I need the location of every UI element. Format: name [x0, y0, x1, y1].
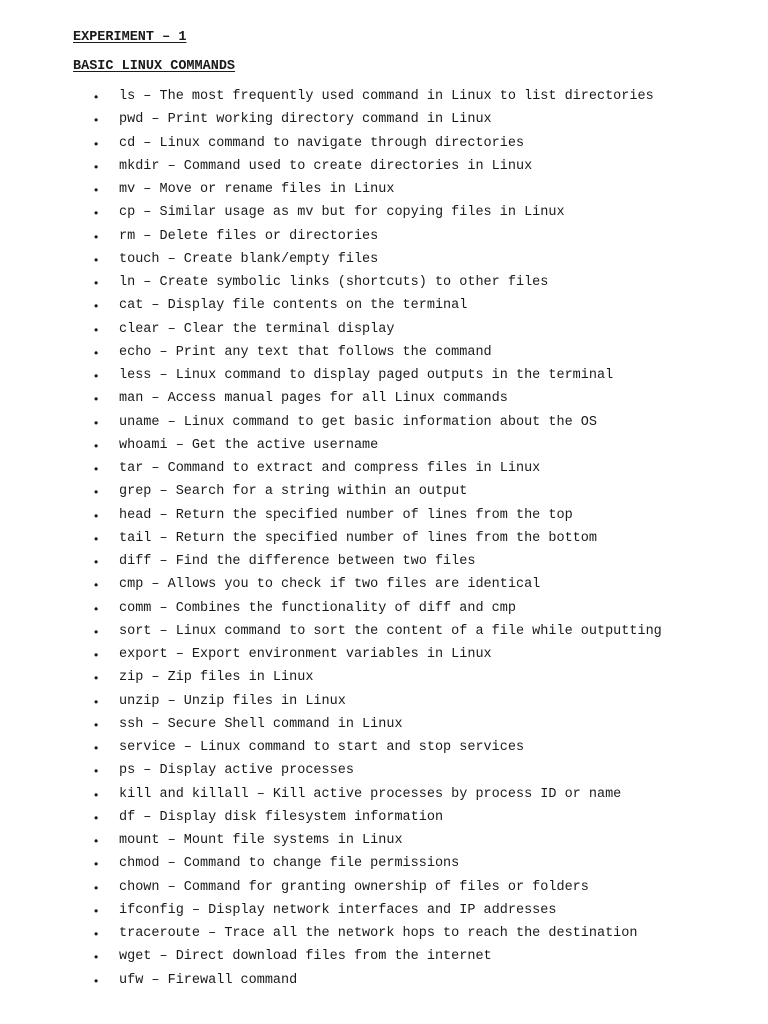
list-item [0, 460, 768, 483]
list-item [0, 390, 768, 413]
bullet-icon: • [94, 694, 99, 709]
list-item [0, 367, 768, 390]
list-item [0, 414, 768, 437]
list-item [0, 251, 768, 274]
list-item [0, 228, 768, 251]
list-item [0, 925, 768, 948]
bullet-icon: • [94, 299, 99, 314]
list-item-text: man – Access manual pages for all Linux commands [119, 391, 508, 407]
list-item-text: mount – Mount file systems in Linux [119, 833, 403, 848]
list-item [0, 623, 768, 646]
bullet-icon: • [94, 159, 99, 174]
bullet-icon: • [94, 531, 99, 546]
bullet-icon: • [94, 671, 99, 686]
list-item [0, 344, 768, 367]
list-item [0, 111, 768, 134]
bullet-icon: • [94, 601, 99, 616]
list-item [0, 693, 768, 716]
bullet-icon: • [94, 113, 99, 128]
bullet-icon: • [94, 927, 99, 941]
list-item-text: rm – Delete files or directories [119, 228, 379, 244]
list-item-text: cmp – Allows you to check if two files are identical [119, 577, 541, 593]
list-item-text: unzip – Unzip files in Linux [119, 693, 346, 709]
list-item-text: df – Display disk filesystem information [119, 809, 444, 825]
list-item [0, 902, 768, 925]
bullet-icon: • [94, 438, 99, 453]
bullet-icon: • [94, 903, 99, 918]
list-item-text: pwd – Print working directory command in Linux [119, 112, 492, 128]
bullet-icon: • [94, 183, 99, 197]
list-item-text: traceroute – Trace all the network hops to reach the destination [119, 926, 638, 941]
bullet-icon: • [94, 369, 99, 383]
list-item-text: clear – Clear the terminal display [119, 321, 395, 337]
bullet-icon: • [94, 717, 99, 732]
list-item [0, 972, 768, 995]
bullet-icon: • [94, 624, 99, 639]
list-item-text: ssh – Secure Shell command in Linux [119, 716, 403, 732]
list-item-text: tar – Command to extract and compress files in Linux [119, 461, 541, 476]
list-item-text: chmod – Command to change file permissions [119, 856, 460, 872]
bullet-icon: • [94, 555, 99, 569]
list-item [0, 716, 768, 739]
bullet-icon: • [94, 741, 99, 755]
bullet-icon: • [94, 206, 99, 221]
list-item-text: head – Return the specified number of lines from the top [119, 507, 573, 523]
bullet-icon: • [94, 136, 99, 151]
list-item-text: mkdir – Command used to create directories in Linux [119, 158, 533, 174]
bullet-icon: • [94, 415, 99, 430]
list-item-text: ufw – Firewall command [119, 972, 298, 988]
list-item [0, 600, 768, 623]
list-item [0, 88, 768, 111]
bullet-icon: • [94, 345, 99, 360]
bullet-icon: • [94, 834, 99, 848]
bullet-icon: • [94, 973, 99, 988]
list-item-text: cat – Display file contents on the terminal [119, 298, 468, 314]
list-item [0, 832, 768, 855]
list-item-text: grep – Search for a string within an output [119, 484, 468, 500]
experiment-title: EXPERIMENT – 1 [73, 30, 187, 45]
list-item [0, 181, 768, 204]
list-item-text: touch – Create blank/empty files [119, 251, 379, 267]
command-list [0, 88, 768, 995]
list-item-text: diff – Find the difference between two files [119, 554, 476, 569]
bullet-icon: • [94, 950, 99, 965]
bullet-icon: • [94, 880, 99, 895]
list-item [0, 809, 768, 832]
bullet-icon: • [94, 764, 99, 779]
list-item-text: tail – Return the specified number of lines from the bottom [119, 530, 597, 546]
bullet-icon: • [94, 810, 99, 825]
list-item [0, 879, 768, 902]
list-item [0, 321, 768, 344]
bullet-icon: • [94, 392, 99, 407]
list-item [0, 204, 768, 227]
list-item [0, 274, 768, 297]
list-item-text: mv – Move or rename files in Linux [119, 182, 395, 197]
list-item [0, 646, 768, 669]
list-item-text: service – Linux command to start and stop services [119, 740, 525, 755]
bullet-icon: • [94, 276, 99, 290]
bullet-icon: • [94, 322, 99, 337]
list-item-text: wget – Direct download files from the internet [119, 949, 492, 965]
section-title: BASIC LINUX COMMANDS [73, 59, 236, 74]
list-item-text: ls – The most frequently used command in Linux to list directories [119, 89, 654, 104]
list-item-text: comm – Combines the functionality of diff and cmp [119, 600, 516, 616]
list-item-text: cd – Linux command to navigate through directories [119, 135, 525, 151]
list-item-text: sort – Linux command to sort the content of a file while outputting [119, 623, 662, 639]
list-item-text: echo – Print any text that follows the command [119, 344, 492, 360]
list-item-text: export – Export environment variables in Linux [119, 647, 492, 662]
list-item [0, 855, 768, 878]
bullet-icon: • [94, 787, 99, 802]
list-item [0, 437, 768, 460]
bullet-icon: • [94, 229, 99, 244]
bullet-icon: • [94, 252, 99, 267]
list-item-text: less – Linux command to display paged outputs in the terminal [119, 368, 614, 383]
list-item [0, 739, 768, 762]
bullet-icon: • [94, 485, 99, 500]
bullet-icon: • [94, 90, 99, 104]
list-item [0, 669, 768, 692]
list-item-text: ps – Display active processes [119, 763, 354, 779]
bullet-icon: • [94, 508, 99, 523]
bullet-icon: • [94, 648, 99, 662]
list-item [0, 483, 768, 506]
list-item [0, 948, 768, 971]
list-item-text: chown – Command for granting ownership of files or folders [119, 879, 589, 895]
list-item-text: whoami – Get the active username [119, 437, 379, 453]
list-item-text: ln – Create symbolic links (shortcuts) to other files [119, 275, 549, 290]
bullet-icon: • [94, 462, 99, 476]
list-item-text: zip – Zip files in Linux [119, 670, 314, 686]
list-item [0, 530, 768, 553]
list-item [0, 576, 768, 599]
bullet-icon: • [94, 857, 99, 872]
list-item [0, 507, 768, 530]
list-item-text: ifconfig – Display network interfaces and IP addresses [119, 902, 557, 918]
list-item-text: kill and killall – Kill active processes by process ID or name [119, 786, 622, 802]
list-item [0, 762, 768, 785]
list-item [0, 553, 768, 576]
list-item [0, 135, 768, 158]
list-item [0, 297, 768, 320]
list-item [0, 786, 768, 809]
list-item [0, 158, 768, 181]
bullet-icon: • [94, 578, 99, 593]
list-item-text: uname – Linux command to get basic information about the OS [119, 414, 597, 430]
list-item-text: cp – Similar usage as mv but for copying files in Linux [119, 205, 565, 221]
